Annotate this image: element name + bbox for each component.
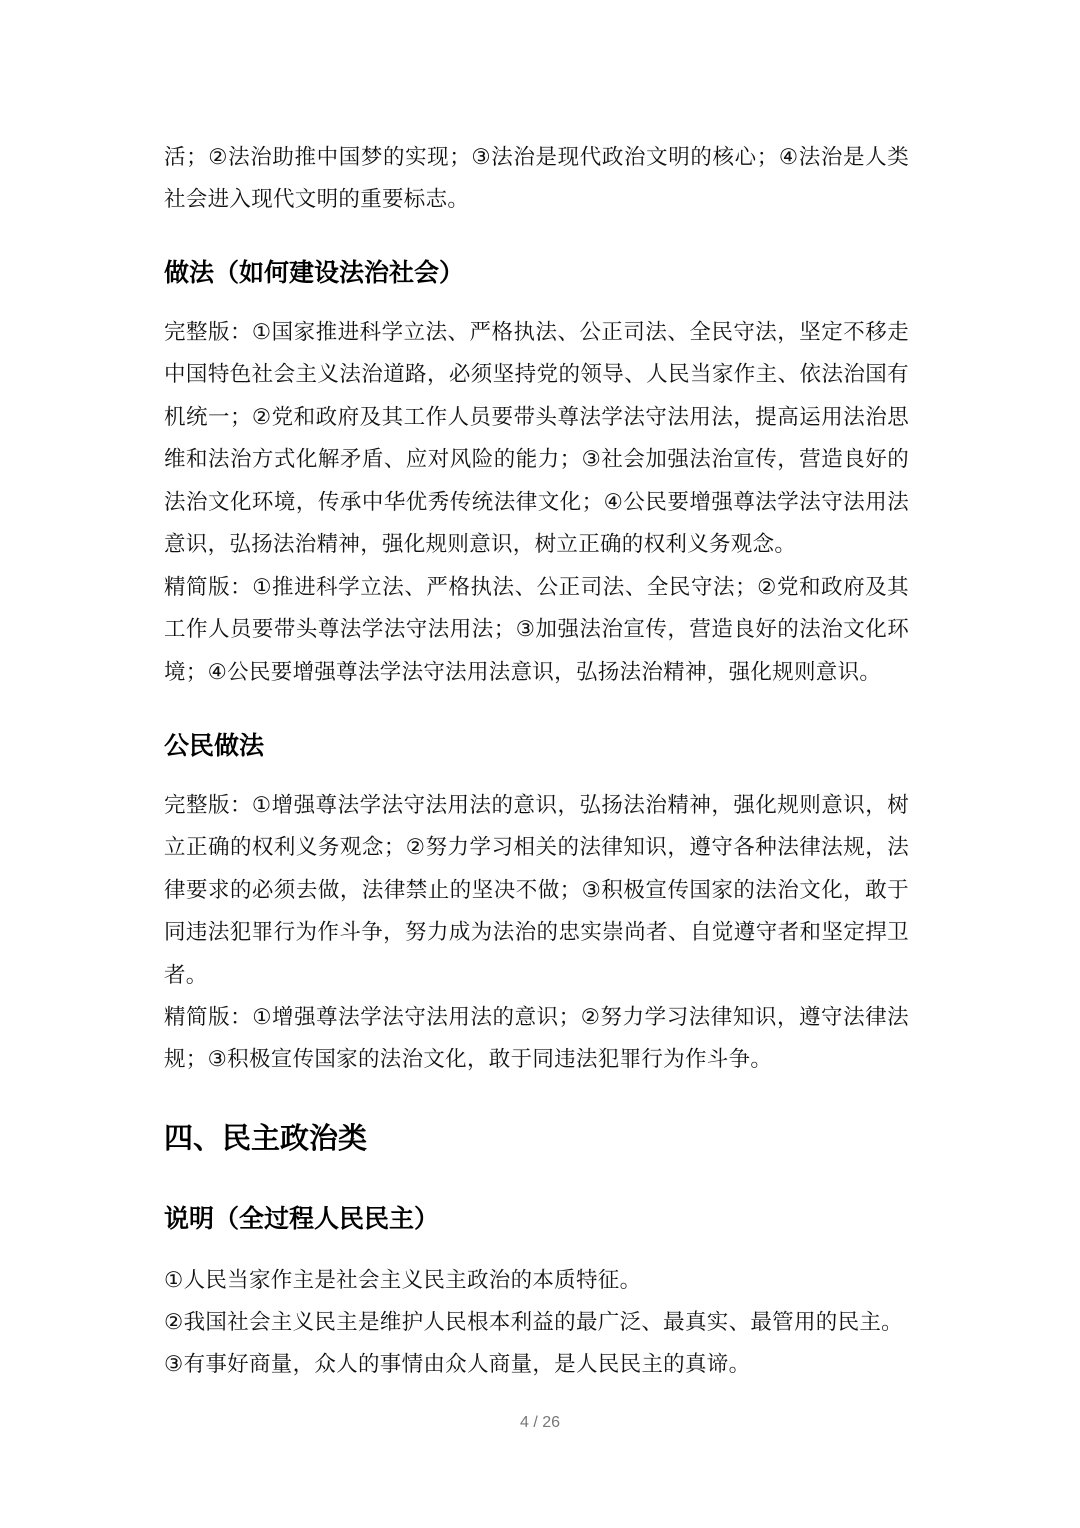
- list-item: ③有事好商量，众人的事情由众人商量，是人民民主的真谛。: [164, 1352, 751, 1377]
- intro-paragraph: 活；②法治助推中国梦的实现；③法治是现代政治文明的核心；④法治是人类社会进入现代文明的重要标志。: [164, 145, 909, 213]
- list-item: ②我国社会主义民主是维护人民根本利益的最广泛、最真实、最管用的民主。: [164, 1310, 903, 1335]
- list-item: ①人民当家作主是社会主义民主政治的本质特征。: [164, 1268, 642, 1293]
- chapter-title: 四、民主政治类: [164, 1121, 368, 1155]
- subsection-heading-democracy: 说明（全过程人民民主）: [164, 1204, 440, 1233]
- paragraph-practice-full: 完整版：①国家推进科学立法、严格执法、公正司法、全民守法，坚定不移走中国特色社会主义法治道路，必须坚持党的领导、人民当家作主、依法治国有机统一；②党和政府及其工作人员要带头尊法学法守法用法，提高运用法治思维和法治方式化解矛盾、应对风险的能力；③社会加强法治宣传，营造良好的法治文化环境，传承中华优秀传统法律文化；④公民要增强尊法学法守法用法意识，弘扬法治精神，强化规则意识，树立正确的权利义务观念。: [164, 320, 909, 558]
- section-heading-citizen-practice: 公民做法: [164, 731, 265, 760]
- paragraph-citizen-full: 完整版：①增强尊法学法守法用法的意识，弘扬法治精神，强化规则意识，树立正确的权利义务观念；②努力学习相关的法律知识，遵守各种法律法规，法律要求的必须去做，法律禁止的坚决不做；③积极宣传国家的法治文化，敢于同违法犯罪行为作斗争，努力成为法治的忠实崇尚者、自觉遵守者和坚定捍卫者。: [164, 793, 909, 988]
- page-indicator: 4 / 26: [519, 1414, 561, 1431]
- paragraph-practice-brief: 精简版：①推进科学立法、严格执法、公正司法、全民守法；②党和政府及其工作人员要带头尊法学法守法用法；③加强法治宣传，营造良好的法治文化环境；④公民要增强尊法学法守法用法意识，弘扬法治精神，强化规则意识。: [164, 575, 909, 685]
- section-heading-practice: 做法（如何建设法治社会）: [164, 258, 465, 287]
- paragraph-citizen-brief: 精简版：①增强尊法学法守法用法的意识；②努力学习法律知识，遵守法律法规；③积极宣传国家的法治文化，敢于同违法犯罪行为作斗争。: [164, 1005, 909, 1073]
